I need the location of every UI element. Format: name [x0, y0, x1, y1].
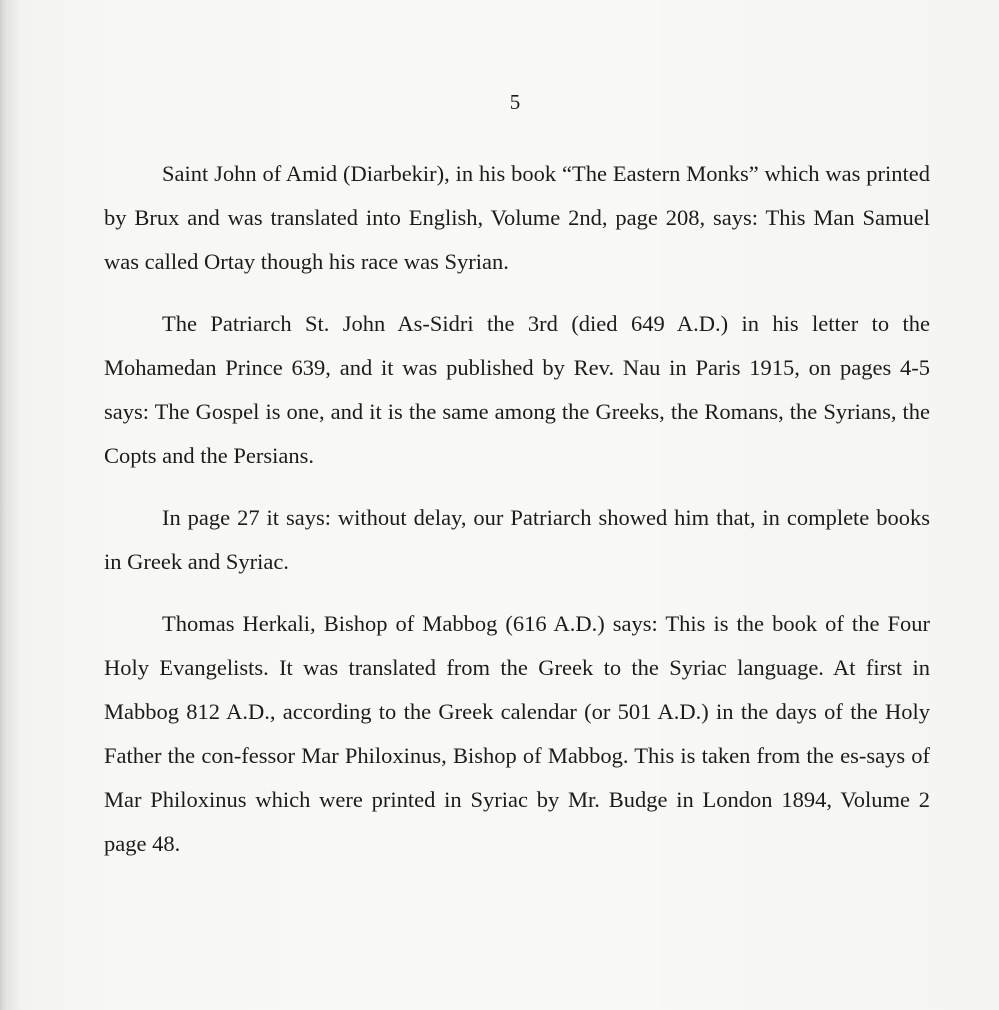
page-body	[104, 152, 930, 884]
paragraph-patriarch-john-as-sidri: The Patriarch St. John As-Sidri the 3rd (died 649 A.D.) in his letter to the Mohamedan Prince 639, and it was published by Rev. Nau in Paris 1915, on pages 4-5 says: The Gospel is one, and it is the same among the Greeks, the Romans, the Syrians, the Copts and the Persians.	[104, 311, 930, 468]
page-number: 5	[509, 90, 521, 114]
paragraph-saint-john-of-amid: Saint John of Amid (Diarbekir), in his book “The Eastern Monks” which was printed by Brux and was translated into English, Volume 2nd, page 208, says: This Man Samuel was called Ortay though his race was Syrian.	[104, 161, 930, 274]
paragraph-page-27: In page 27 it says: without delay, our Patriarch showed him that, in complete books in Greek and Syriac.	[104, 505, 930, 574]
paragraph-thomas-herkali: Thomas Herkali, Bishop of Mabbog (616 A.D.) says: This is the book of the Four Holy Evangelists. It was translated from the Greek to the Syriac language. At first in Mabbog 812 A.D., according to the Greek calendar (or 501 A.D.) in the days of the Holy Father the con-fessor Mar Philoxinus, Bishop of Mabbog. This is taken from the es-says of Mar Philoxinus which were printed in Syriac by Mr. Budge in London 1894, Volume 2 page 48.	[104, 611, 930, 856]
